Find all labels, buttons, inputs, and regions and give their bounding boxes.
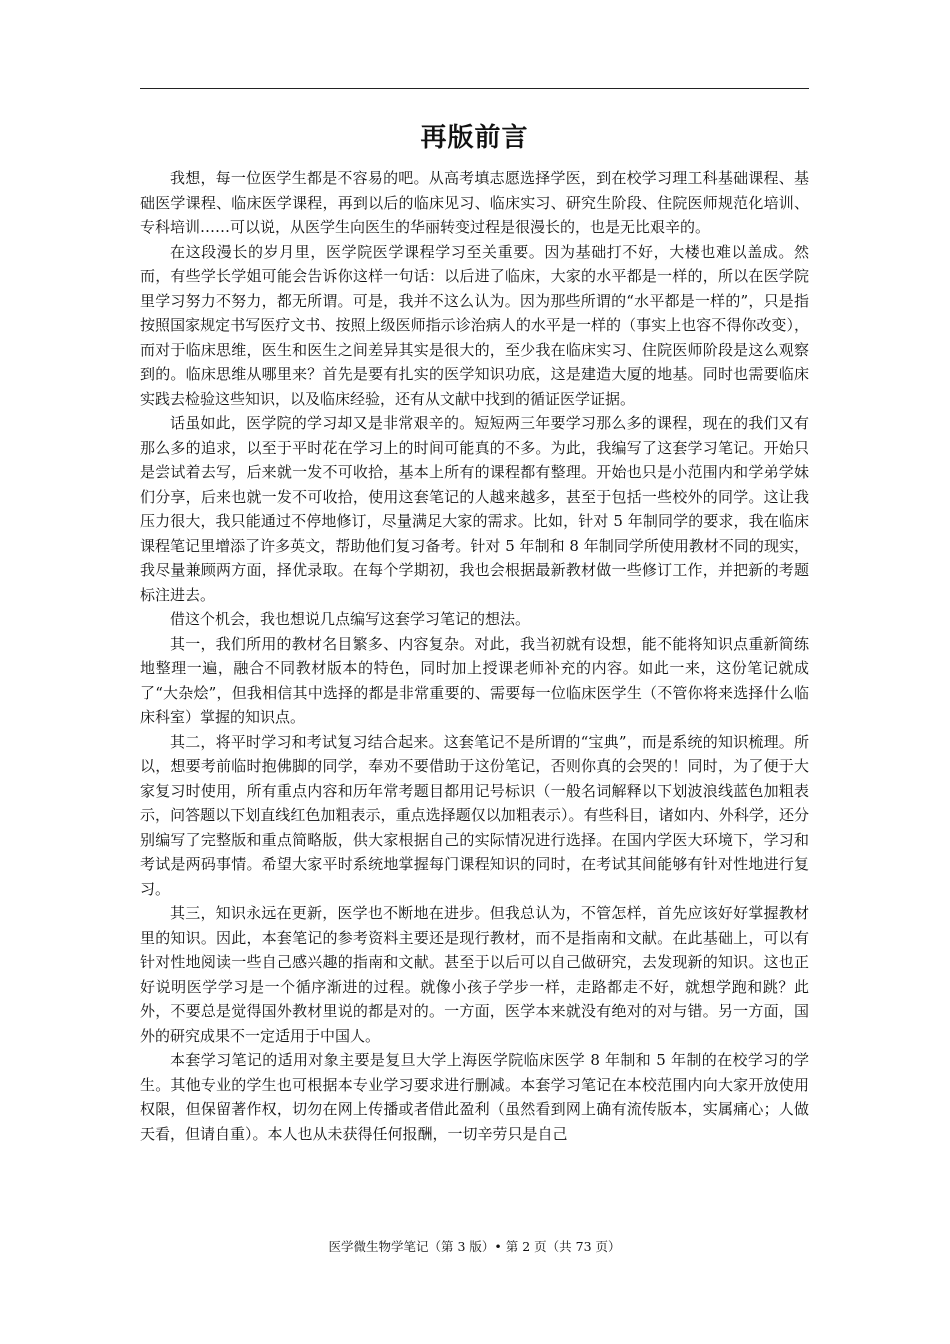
- paragraph: 其一，我们所用的教材名目繁多、内容复杂。对此，我当初就有设想，能不能将知识点重新简练地整理一遍，融合不同教材版本的特色，同时加上授课老师补充的内容。如此一来，这份笔记就成了“大杂烩”，但我相信其中选择的都是非常重要的、需要每一位临床医学生（不管你将来选择什么临床科室）掌握的知识点。: [140, 634, 809, 726]
- paragraph: 在这段漫长的岁月里，医学院医学课程学习至关重要。因为基础打不好，大楼也难以盖成。然而，有些学长学姐可能会告诉你这样一句话：以后进了临床，大家的水平都是一样的，所以在医学院里学习努力不努力，都无所谓。可是，我并不这么认为。因为那些所谓的“水平都是一样的”，只是指按照国家规定书写医疗文书、按照上级医师指示诊治病人的水平是一样的（事实上也容不得你改变），而对于临床思维，医生和医生之间差异其实是很大的，至少我在临床实习、住院医师阶段是这么观察到的。临床思维从哪里来？首先是要有扎实的医学知识功底，这是建造大厦的地基。同时也需要临床实践去检验这些知识，以及临床经验，还有从文献中找到的循证医学证据。: [140, 242, 809, 408]
- paragraph: 借这个机会，我也想说几点编写这套学习笔记的想法。: [170, 610, 531, 628]
- header-rule: [140, 88, 809, 89]
- page-title: 再版前言: [420, 123, 529, 153]
- paragraph: 话虽如此，医学院的学习却又是非常艰辛的。短短两三年要学习那么多的课程，现在的我们又有那么多的追求，以至于平时花在学习上的时间可能真的不多。为此，我编写了这套学习笔记。开始只是尝试着去写，后来就一发不可收拾，基本上所有的课程都有整理。开始也只是小范围内和学弟学妹们分享，后来也就一发不可收拾，使用这套笔记的人越来越多，甚至于包括一些校外的同学。这让我压力很大，我只能通过不停地修订，尽量满足大家的需求。比如，针对 5 年制同学的要求，我在临床课程笔记里增添了许多英文，帮助他们复习备考。针对 5 年制和 8 年制同学所使用教材不同的现实，我尽量兼顾两方面，择优录取。在每个学期初，我也会根据最新教材做一些修订工作，并把新的考题标注进去。: [140, 414, 809, 604]
- paragraph: 其三，知识永远在更新，医学也不断地在进步。但我总认为，不管怎样，首先应该好好掌握教材里的知识。因此，本套笔记的参考资料主要还是现行教材，而不是指南和文献。在此基础上，可以有针对性地阅读一些自己感兴趣的指南和文献。甚至于以后可以自己做研究，去发现新的知识。这也正好说明医学学习是一个循序渐进的过程。就像小孩子学步一样，走路都走不好，就想学跑和跳？此外，不要总是觉得国外教材里说的都是对的。一方面，医学本来就没有绝对的对与错。另一方面，国外的研究成果不一定适用于中国人。: [140, 904, 809, 1045]
- paragraph: 其二，将平时学习和考试复习结合起来。这套笔记不是所谓的“宝典”，而是系统的知识梳理。所以，想要考前临时抱佛脚的同学，奉劝不要借助于这份笔记，否则你真的会哭的！同时，为了便于大家复习时使用，所有重点内容和历年常考题目都用记号标识（一般名词解释以下划波浪线蓝色加粗表示，问答题以下划直线红色加粗表示，重点选择题仅以加粗表示）。有些科目，诸如内、外科学，还分别编写了完整版和重点简略版，供大家根据自己的实际情况进行选择。在国内学医大环境下，学习和考试是两码事情。希望大家平时系统地掌握每门课程知识的同时，在考试其间能够有针对性地进行复习。: [140, 732, 809, 898]
- paragraph: 本套学习笔记的适用对象主要是复旦大学上海医学院临床医学 8 年制和 5 年制的在校学习的学生。其他专业的学生也可根据本专业学习要求进行删减。本套学习笔记在本校范围内向大家开放使用权限，但保留著作权，切勿在网上传播或者借此盈利（虽然看到网上确有流传版本，实属痛心；人做天看，但请自重）。本人也从未获得任何报酬，一切辛劳只是自己: [140, 1051, 809, 1143]
- page-footer: 医学微生物学笔记（第 3 版）• 第 2 页（共 73 页）: [328, 1239, 621, 1254]
- paragraph: 我想，每一位医学生都是不容易的吧。从高考填志愿选择学医，到在校学习理工科基础课程、基础医学课程、临床医学课程，再到以后的临床见习、临床实习、研究生阶段、住院医师规范化培训、专科培训……可以说，从医学生向医生的华丽转变过程是很漫长的，也是无比艰辛的。: [140, 169, 809, 236]
- body-text: [140, 166, 809, 1146]
